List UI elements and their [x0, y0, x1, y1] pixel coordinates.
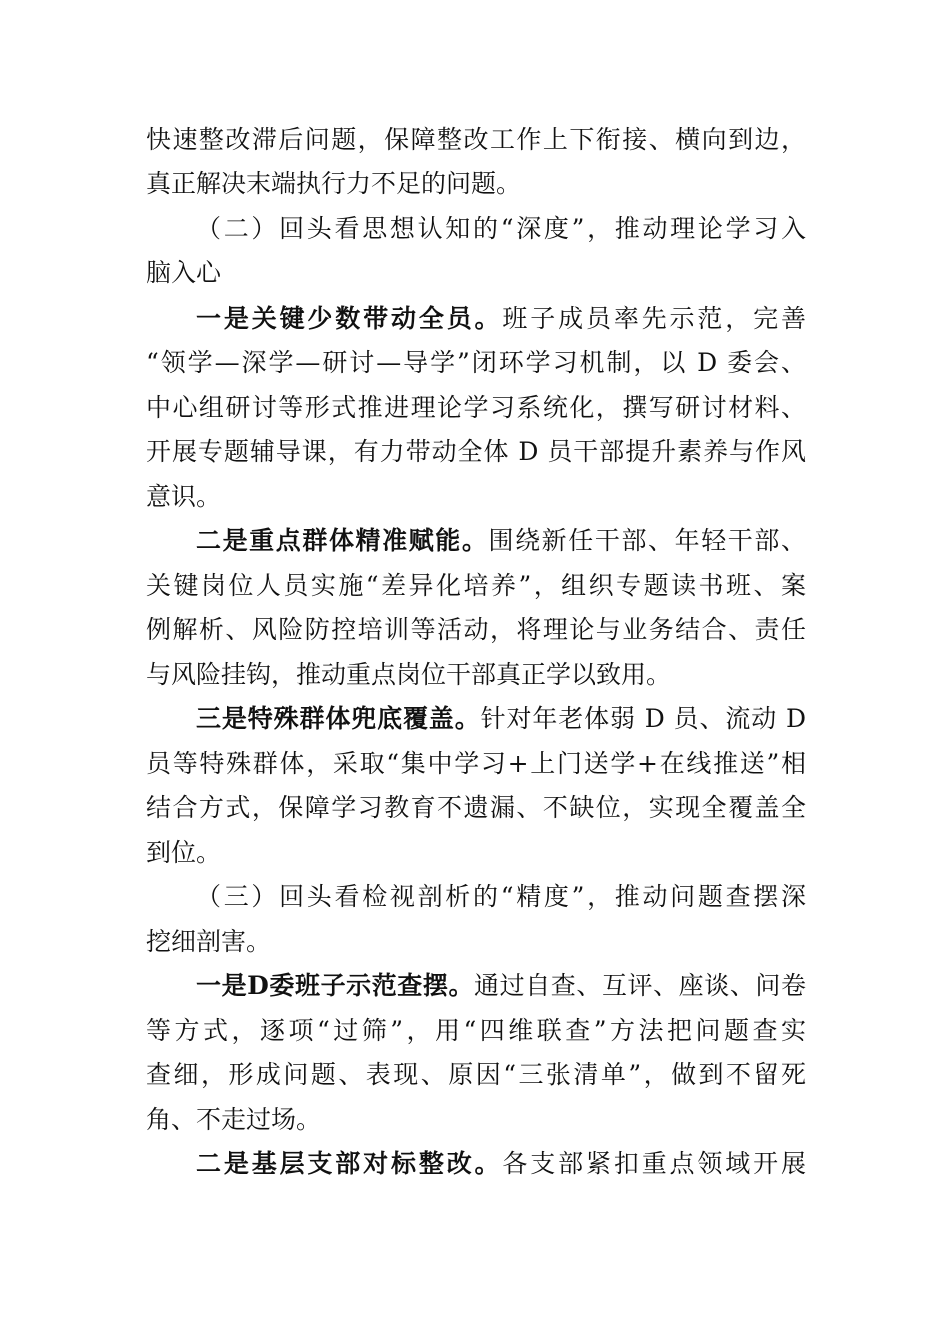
text-line: 快速整改滞后问题，保障整改工作上下衔接、横向到边， — [146, 125, 806, 154]
text-line: 中心组研讨等形式推进理论学习系统化，撰写研讨材料、 — [146, 393, 806, 422]
text-line: 意识。 — [146, 482, 222, 511]
paragraph-text: 针对年老体弱 D 员、流动 D — [480, 704, 806, 733]
paragraph-line — [196, 968, 806, 1004]
section-heading-line: （二）回头看思想认知的“深度”，推动理论学习入 — [196, 214, 806, 243]
text-line: 员等特殊群体，采取“集中学习+上门送学+在线推送”相 — [146, 749, 806, 778]
text-line: 关键岗位人员实施“差异化培养”，组织专题读书班、案 — [146, 571, 806, 600]
paragraph-lead: 二是重点群体精准赋能。 — [196, 526, 489, 555]
text-line: 查细，形成问题、表现、原因“三张清单”，做到不留死 — [146, 1060, 806, 1089]
paragraph-line — [196, 1146, 806, 1182]
text-line: 角、不走过场。 — [146, 1105, 322, 1134]
text-line: 等方式，逐项“过筛”，用“四维联查”方法把问题查实 — [146, 1016, 806, 1045]
paragraph-lead: 一是D委班子示范查摆。 — [196, 971, 475, 1000]
section-heading-line: 挖细剖害。 — [146, 927, 272, 956]
paragraph-text: 各支部紧扣重点领域开展 — [502, 1149, 806, 1178]
text-line: 结合方式，保障学习教育不遗漏、不缺位，实现全覆盖全 — [146, 793, 806, 822]
text-line: 到位。 — [146, 838, 222, 867]
paragraph-line — [196, 701, 806, 737]
paragraph-lead: 二是基层支部对标整改。 — [196, 1149, 503, 1178]
paragraph-line — [196, 301, 806, 337]
paragraph-text: 班子成员率先示范，完善 — [502, 304, 806, 333]
paragraph-lead: 一是关键少数带动全员。 — [196, 304, 503, 333]
section-heading-line: （三）回头看检视剖析的“精度”，推动问题查摆深 — [196, 882, 806, 911]
section-heading-line: 脑入心 — [146, 258, 222, 287]
text-line: 开展专题辅导课，有力带动全体 D 员干部提升素养与作风 — [146, 437, 806, 466]
paragraph-text: 围绕新任干部、年轻干部、 — [488, 526, 806, 555]
text-line: 真正解决末端执行力不足的问题。 — [146, 169, 522, 198]
paragraph-lead: 三是特殊群体兜底覆盖。 — [196, 704, 481, 733]
text-line: “领学—深学—研讨—导学”闭环学习机制，以 D 委会、 — [146, 348, 806, 377]
text-line: 与风险挂钩，推动重点岗位干部真正学以致用。 — [146, 660, 672, 689]
paragraph-text: 通过自查、互评、座谈、问卷 — [474, 971, 806, 1000]
text-line: 例解析、风险防控培训等活动，将理论与业务结合、责任 — [146, 615, 806, 644]
paragraph-line — [196, 523, 806, 559]
